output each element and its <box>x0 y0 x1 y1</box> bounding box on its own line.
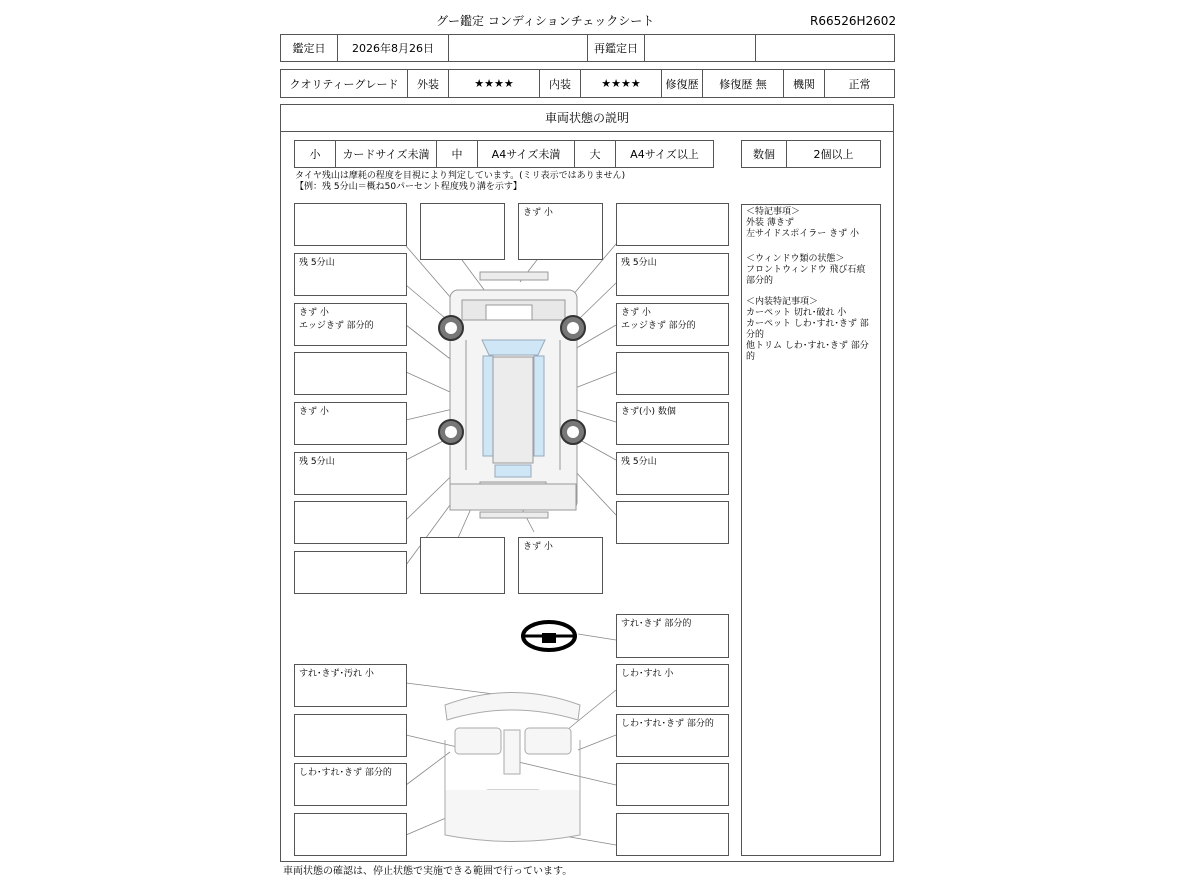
annot-front-bumper: きず 小 <box>518 203 603 260</box>
annot-line: エッジきず 部分的 <box>621 321 696 331</box>
interior-rating: ★★★★ <box>581 70 662 98</box>
notes-line: カーペット 切れ･破れ 小 <box>746 308 847 318</box>
notes-line: フロントウィンドウ 飛び石痕 部分的 <box>746 265 866 286</box>
annot-console <box>616 763 729 806</box>
engine-label: 機関 <box>784 70 825 98</box>
inspection-date-label: 鑑定日 <box>281 35 338 62</box>
annot-left-trim: しわ･すれ･きず 部分的 <box>294 763 407 806</box>
reinspection-date-label: 再鑑定日 <box>588 35 645 62</box>
annot-passenger-seat <box>294 714 407 757</box>
annot-line: きず 小 <box>299 308 329 318</box>
annot-rear-bumper: きず 小 <box>518 537 603 594</box>
annot-rear-right-tire: 残 5分山 <box>616 452 729 495</box>
section-title: 車両状態の説明 <box>281 105 893 132</box>
repair-history-value: 修復歴 無 <box>703 70 784 98</box>
annot-front-left-tire: 残 5分山 <box>294 253 407 296</box>
annot-line: エッジきず 部分的 <box>299 321 374 331</box>
reference-number: R66526H2602 <box>810 14 897 28</box>
annot-steering: すれ･きず 部分的 <box>616 614 729 658</box>
annot-front-right-corner <box>616 203 729 246</box>
exterior-rating: ★★★★ <box>449 70 540 98</box>
size-small-label: 小 <box>295 141 336 168</box>
annot-hood <box>420 203 505 260</box>
size-large-label: 大 <box>575 141 616 168</box>
notes-window <box>746 254 876 287</box>
count-label: 数個 <box>742 141 787 168</box>
notes-line: カーペット しわ･すれ･きず 部分的 <box>746 319 869 340</box>
size-mid-label: 中 <box>437 141 478 168</box>
annot-rear-seat <box>294 813 407 856</box>
notes-line: 他トリム しわ･すれ･きず 部分的 <box>746 341 869 362</box>
annot-rear-left-corner <box>294 551 407 594</box>
annot-front-left-fender <box>294 303 407 346</box>
repair-history-label: 修復歴 <box>662 70 703 98</box>
notes-heading: ＜内装特記事項＞ <box>746 297 819 307</box>
quality-grade-label: クオリティーグレード <box>281 70 408 98</box>
notes-line: 左サイドスポイラー きず 小 <box>746 229 860 239</box>
count-desc: 2個以上 <box>787 141 881 168</box>
notes-heading: ＜ウィンドウ類の状態＞ <box>746 254 845 264</box>
annot-rear-right-quarter <box>616 501 729 544</box>
annot-left-rear-door: きず 小 <box>294 402 407 445</box>
annot-rear-left-quarter <box>294 501 407 544</box>
annot-left-front-door <box>294 352 407 395</box>
size-large-desc: A4サイズ以上 <box>616 141 714 168</box>
tire-note-line: タイヤ残山は摩耗の程度を目視により判定しています。(ミリ表示ではありません) <box>295 171 626 181</box>
notes-exterior <box>746 207 876 240</box>
size-small-desc: カードサイズ未満 <box>336 141 437 168</box>
size-mid-desc: A4サイズ未満 <box>478 141 575 168</box>
annot-rear-left-tire: 残 5分山 <box>294 452 407 495</box>
annot-front-right-fender <box>616 303 729 346</box>
annot-right-trim: しわ･すれ･きず 部分的 <box>616 714 729 757</box>
inspection-date-value: 2026年8月26日 <box>338 35 449 62</box>
annot-front-left-corner <box>294 203 407 246</box>
interior-label: 内装 <box>540 70 581 98</box>
annot-dashboard: すれ･きず･汚れ 小 <box>294 664 407 707</box>
notes-heading: ＜特記事項＞ <box>746 207 801 217</box>
sheet-title: グー鑑定 コンディションチェックシート <box>436 14 655 28</box>
exterior-label: 外装 <box>408 70 449 98</box>
special-notes <box>741 204 881 856</box>
tire-note-example: 【例：残 5分山＝概ね50パーセント程度残り溝を示す】 <box>295 182 522 192</box>
notes-interior <box>746 297 876 363</box>
annot-front-right-tire: 残 5分山 <box>616 253 729 296</box>
annot-roof <box>420 537 505 594</box>
steering-wheel-icon <box>523 622 575 650</box>
notes-line: 外装 薄きず <box>746 218 794 228</box>
annot-right-front-door <box>616 352 729 395</box>
annot-driver-seat: しわ･すれ 小 <box>616 664 729 707</box>
engine-value: 正常 <box>825 70 895 98</box>
footer-note: 車両状態の確認は、停止状態で実施できる範囲で行っています。 <box>283 866 573 877</box>
annot-right-rear-door: きず(小) 数個 <box>616 402 729 445</box>
annot-carpet <box>616 813 729 856</box>
annot-line: きず 小 <box>621 308 651 318</box>
